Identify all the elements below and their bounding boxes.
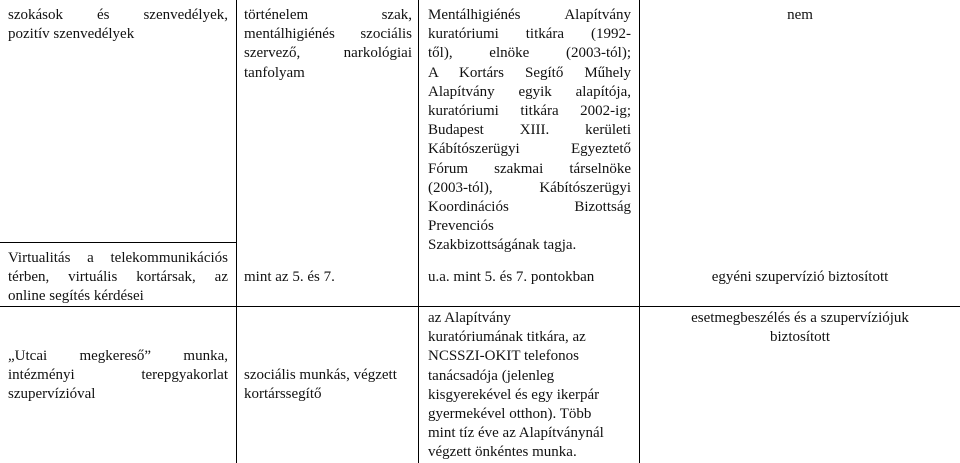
row-divider xyxy=(0,242,236,243)
cell-r2-c1: Virtualitás a telekommunikációs térben, virtuális kortársak, az online segítés kérdései xyxy=(8,250,228,305)
cell-r1-c3: Mentálhigiénés Alapítvány kuratóriumi titkára (1992- től), elnöke (2003-tól); A Kortárs Segítő Műhely Alapítvány egyik alapítója, kuratóriumi titkára 2002-ig; Budapest XIII. kerületi Kábítószerügyi Egyeztető Fórum szakmai társelnöke (2003-tól), Kábítószerügyi Koordinációs Bizottság Prevenciós Szakbizottságának tagja. xyxy=(428,7,631,254)
cell-r2-c3: u.a. mint 5. és 7. pontokban xyxy=(428,269,595,285)
cell-r2-c2: mint az 5. és 7. xyxy=(244,269,335,285)
cell-r3-c3: az Alapítvány kuratóriumának titkára, az NCSSZI-OKIT telefonos tanácsadója (jelenleg kisgyerekével és egy ikerpár gyermekével otthon). Több mint tíz éve az Alapítványnál végzett önkéntes munka. xyxy=(428,310,604,461)
column-divider xyxy=(236,0,237,463)
cell-r1-c2: történelem szak, mentálhigiénés szociális szervező, narkológiai tanfolyam xyxy=(244,7,412,81)
cell-r1-c1: szokások és szenvedélyek, pozitív szenvedélyek xyxy=(8,7,228,43)
cell-r3-c4: esetmegbeszélés és a szupervíziójuk biztosított xyxy=(691,310,909,346)
cell-r3-c1: „Utcai megkereső” munka, intézményi terepgyakorlat szupervízióval xyxy=(8,348,228,403)
column-divider xyxy=(639,0,640,463)
cell-r2-c4: egyéni szupervízió biztosított xyxy=(711,269,889,285)
column-divider xyxy=(418,0,419,463)
cell-r3-c2: szociális munkás, végzett kortárssegítő xyxy=(244,367,397,403)
cell-r1-c4: nem xyxy=(787,7,813,23)
row-divider xyxy=(236,306,960,307)
